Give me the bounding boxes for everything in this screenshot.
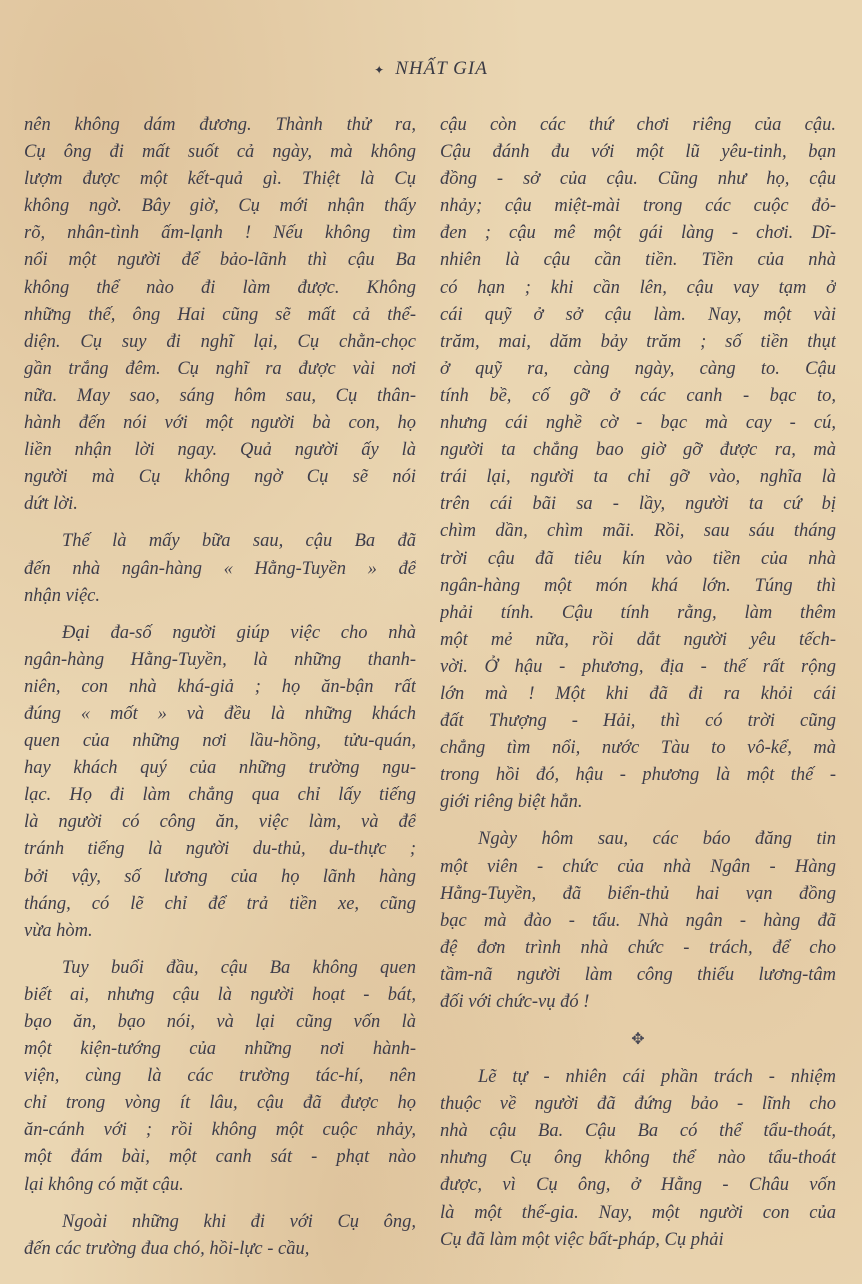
text-line: vừa hòm. bbox=[24, 920, 93, 941]
text-line: bởi vậy, số lương của họ lãnh hàng bbox=[24, 866, 416, 887]
text-line: nhà cậu Ba. Cậu Ba có thể tẩu-thoát, bbox=[440, 1121, 836, 1142]
text-line: lượm được một kết-quả gì. Thiệt là Cụ bbox=[24, 169, 416, 190]
text-line: Cậu đánh đu với một lũ yêu-tinh, bạn bbox=[440, 142, 836, 163]
text-line: bạo ăn, bạo nói, và lại cũng vốn là bbox=[24, 1012, 416, 1032]
text-line: liền nhận lời ngay. Quả người ấy là bbox=[24, 440, 416, 461]
text-line: đúng « mốt » và đều là những khách bbox=[24, 703, 416, 724]
paragraph bbox=[24, 112, 416, 518]
text-line: quen của những nơi lầu-hồng, tửu-quán, bbox=[24, 731, 416, 752]
text-line: đất Thượng - Hải, thì có trời cũng bbox=[440, 711, 836, 732]
text-line: ngân-hàng Hằng-Tuyền, là những thanh- bbox=[24, 649, 416, 670]
right-text-column bbox=[440, 112, 836, 1284]
text-line: tính bề, cố gỡ ở các canh - bạc to, bbox=[440, 385, 836, 406]
paragraph bbox=[24, 528, 416, 609]
text-line: lạc. Họ đi làm chẳng qua chỉ lấy tiếng bbox=[24, 785, 416, 806]
text-line: trong hồi đó, hậu - phương là một thế - bbox=[440, 765, 836, 786]
text-line: Cụ ông đi mất suốt cả ngày, mà không bbox=[24, 142, 416, 163]
text-line: đối với chức-vụ đó ! bbox=[440, 992, 590, 1012]
text-line: ăn-cánh với ; rồi không một cuộc nhảy, bbox=[24, 1120, 416, 1141]
text-line: lớn mà ! Một khi đã đi ra khỏi cái bbox=[440, 683, 836, 704]
text-line: rõ, nhân-tình ấm-lạnh ! Nếu không tìm bbox=[24, 223, 416, 244]
text-line: nhưng cái nghề cờ - bạc mà cay - cú, bbox=[440, 413, 836, 434]
text-line: bạc mà đào - tẩu. Nhà ngân - hàng đã bbox=[440, 910, 836, 931]
paragraph bbox=[440, 112, 836, 816]
text-line: nhảy; cậu miệt-mài trong các cuộc đỏ- bbox=[440, 196, 836, 217]
text-line: Ngày hôm sau, các báo đăng tin bbox=[478, 829, 836, 850]
text-line: nữa. May sao, sáng hôm sau, Cụ thân- bbox=[24, 385, 416, 406]
text-line: Cụ đã làm một việc bất-pháp, Cụ phải bbox=[440, 1229, 724, 1250]
section-ornament: ✥ bbox=[631, 1031, 645, 1049]
text-line: cậu còn các thứ chơi riêng của cậu. bbox=[440, 115, 836, 135]
page-title: NHẤT GIA bbox=[395, 58, 488, 79]
text-line: gần trắng đêm. Cụ nghĩ ra được vài nơi bbox=[24, 358, 416, 379]
text-line: hành đến nói với một người bà con, họ bbox=[24, 413, 416, 434]
text-line: Tuy buổi đầu, cậu Ba không quen bbox=[62, 957, 416, 978]
paragraph bbox=[24, 1209, 416, 1263]
text-line: ở quỹ ra, càng ngày, càng to. Cậu bbox=[440, 358, 836, 379]
text-line: tháng, có lẽ chỉ để trả tiền xe, cũng bbox=[24, 893, 416, 914]
text-line: cái quỹ ở sở cậu làm. Nay, một vài bbox=[440, 304, 836, 325]
text-line: nổi một người để bảo-lãnh thì cậu Ba bbox=[24, 250, 416, 271]
text-line: một viên - chức của nhà Ngân - Hàng bbox=[440, 856, 836, 877]
text-line: diện. Cụ suy đi nghĩ lại, Cụ chằn-chọc bbox=[24, 331, 416, 352]
text-line: đen ; cậu mê một gái làng - chơi. Dĩ- bbox=[440, 223, 836, 244]
text-line: đến nhà ngân-hàng « Hằng-Tuyền » để bbox=[24, 558, 416, 579]
text-line: niên, con nhà khá-giả ; họ ăn-bận rất bbox=[24, 676, 416, 697]
text-line: trái lại, người ta chỉ gỡ vào, nghĩa là bbox=[440, 467, 836, 488]
text-line: chìm dần, chìm mãi. Rồi, sau sáu tháng bbox=[440, 521, 836, 542]
paragraph bbox=[24, 955, 416, 1199]
text-line: phải tính. Cậu tính rằng, làm thêm bbox=[440, 602, 836, 623]
text-line: một kiện-tướng của những nơi hành- bbox=[24, 1039, 416, 1060]
text-line: giới riêng biệt hẳn. bbox=[440, 792, 583, 813]
text-line: trăm, mai, dăm bảy trăm ; số tiền thụt bbox=[440, 331, 836, 352]
text-line: Đại đa-số người giúp việc cho nhà bbox=[62, 622, 416, 643]
text-line: đồng - sở của cậu. Cũng như họ, cậu bbox=[440, 169, 836, 190]
text-line: một mẻ nữa, rồi dắt người yêu tếch- bbox=[440, 629, 836, 650]
text-line: tránh tiếng là người du-thủ, du-thực ; bbox=[24, 839, 416, 860]
text-line: có hạn ; khi cần lên, cậu vay tạm ở bbox=[440, 277, 836, 298]
text-line: Ngoài những khi đi với Cụ ông, bbox=[62, 1211, 416, 1232]
text-line: người ta chẳng bao giờ gỡ được ra, mà bbox=[440, 440, 836, 461]
text-line: nhận việc. bbox=[24, 585, 101, 606]
text-line: không thể nào đi làm được. Không bbox=[24, 277, 416, 298]
text-line: ngân-hàng một món khá lớn. Túng thì bbox=[440, 575, 836, 596]
left-text-column bbox=[24, 112, 416, 1284]
text-line: nhưng Cụ ông không thể nào tẩu-thoát bbox=[440, 1148, 836, 1169]
page-header bbox=[0, 58, 862, 80]
text-line: là người có công ăn, việc làm, và để bbox=[24, 812, 416, 833]
text-line: chỉ trong vòng ít lâu, cậu đã được họ bbox=[24, 1093, 416, 1114]
text-line: không ngờ. Bây giờ, Cụ mới nhận thấy bbox=[24, 196, 416, 217]
text-line: là một thế-gia. Nay, một người con của bbox=[440, 1202, 836, 1223]
text-line: Hằng-Tuyền, đã biển-thủ hai vạn đồng bbox=[440, 883, 836, 904]
text-line: tầm-nã người làm công thiếu lương-tâm bbox=[440, 964, 836, 985]
text-line: một đám bài, một canh sát - phạt nào bbox=[24, 1147, 416, 1168]
text-line: chẳng tìm nổi, nước Tàu to vô-kể, mà bbox=[440, 738, 836, 759]
text-line: thuộc về người đã đứng bảo - lĩnh cho bbox=[440, 1094, 836, 1115]
text-line: đến các trường đua chó, hồi-lực - cầu, bbox=[24, 1238, 310, 1259]
text-line: đệ đơn trình nhà chức - trách, để cho bbox=[440, 937, 836, 958]
text-line: nhiên là cậu cần tiền. Tiền của nhà bbox=[440, 250, 836, 271]
text-line: được, vì Cụ ông, ở Hằng - Châu vốn bbox=[440, 1175, 836, 1196]
text-line: Thế là mấy bữa sau, cậu Ba đã bbox=[62, 531, 416, 552]
text-line: người mà Cụ không ngờ Cụ sẽ nói bbox=[24, 467, 416, 488]
paragraph bbox=[24, 620, 416, 945]
text-line: trên cái bãi sa - lầy, người ta cứ bị bbox=[440, 494, 836, 515]
text-line: Lẽ tự - nhiên cái phần trách - nhiệm bbox=[478, 1067, 836, 1088]
text-line: vời. Ở hậu - phương, địa - thế rất rộng bbox=[440, 656, 836, 677]
text-line: những thế, ông Hai cũng sẽ mất cả thể- bbox=[24, 304, 416, 325]
text-line: biết ai, nhưng cậu là người hoạt - bát, bbox=[24, 984, 416, 1005]
paragraph bbox=[440, 1064, 836, 1254]
text-line: hay khách quý của những trường ngu- bbox=[24, 758, 416, 779]
text-line: nên không dám đương. Thành thử ra, bbox=[24, 115, 416, 135]
text-line: viện, cùng là các trường tác-hí, nên bbox=[24, 1066, 416, 1087]
header-ornament: ✦ bbox=[374, 63, 386, 77]
text-line: trời cậu đã tiêu kín vào tiền của nhà bbox=[440, 548, 836, 569]
text-line: dứt lời. bbox=[24, 494, 78, 515]
paragraph bbox=[440, 826, 836, 1016]
text-line: lại không có mặt cậu. bbox=[24, 1174, 184, 1195]
